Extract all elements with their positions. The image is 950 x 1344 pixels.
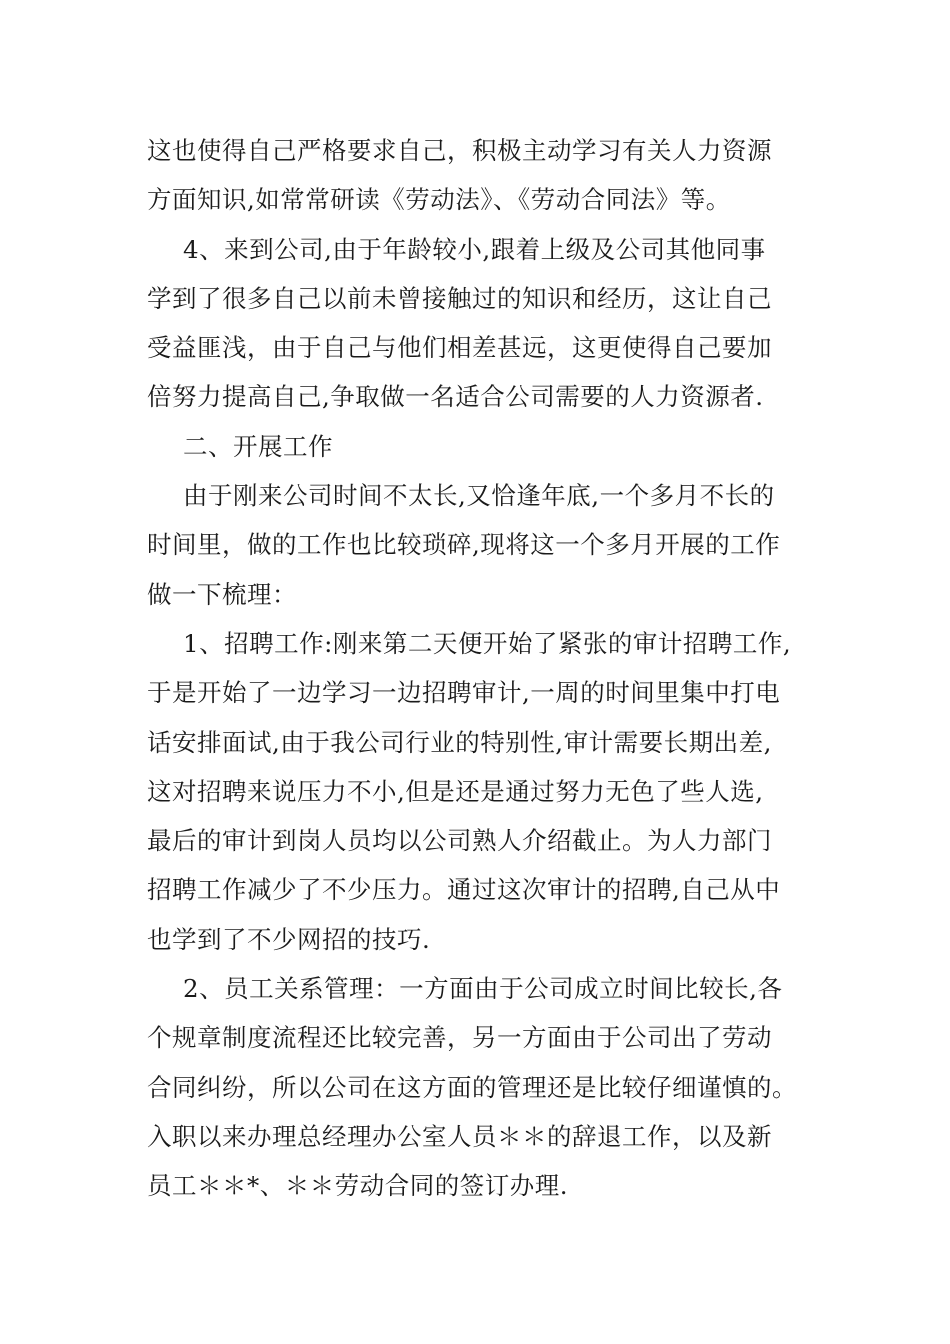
text-line: 做一下梳理： bbox=[147, 579, 297, 609]
text-line: 这对招聘来说压力不小,但是还是通过努力无色了些人选, bbox=[147, 776, 764, 806]
text-line: 招聘工作减少了不少压力。通过这次审计的招聘,自己从中 bbox=[147, 875, 781, 905]
body-text bbox=[147, 126, 807, 1211]
text-line: 于是开始了一边学习一边招聘审计,一周的时间里集中打电 bbox=[147, 678, 781, 708]
text-line: 最后的审计到岗人员均以公司熟人介绍截止。为人力部门 bbox=[147, 826, 772, 856]
text-line: 受益匪浅，由于自己与他们相差甚远，这更使得自己要加 bbox=[147, 333, 772, 363]
text-line: 时间里，做的工作也比较琐碎,现将这一个多月开展的工作 bbox=[147, 530, 781, 560]
text-line: 1、招聘工作:刚来第二天便开始了紧张的审计招聘工作, bbox=[183, 628, 792, 658]
text-line: 合同纠纷，所以公司在这方面的管理还是比较仔细谨慎的。 bbox=[147, 1072, 797, 1102]
text-line: 个规章制度流程还比较完善，另一方面由于公司出了劳动 bbox=[147, 1023, 772, 1053]
text-line: 2、员工关系管理：一方面由于公司成立时间比较长,各 bbox=[183, 974, 783, 1004]
text-line: 4、来到公司,由于年龄较小,跟着上级及公司其他同事 bbox=[183, 234, 766, 264]
text-line: 也学到了不少网招的技巧. bbox=[147, 924, 431, 954]
text-line: 方面知识,如常常研读《劳动法》、《劳动合同法》等。 bbox=[147, 185, 731, 215]
text-line: 学到了很多自己以前未曾接触过的知识和经历，这让自己 bbox=[147, 283, 772, 313]
text-line: 入职以来办理总经理办公室人员＊＊的辞退工作，以及新 bbox=[147, 1121, 772, 1151]
text-line: 员工＊＊*、＊＊劳动合同的签订办理. bbox=[147, 1171, 569, 1201]
text-line: 二、开展工作 bbox=[183, 431, 333, 461]
text-line: 话安排面试,由于我公司行业的特别性,审计需要长期出差, bbox=[147, 727, 772, 757]
text-line: 这也使得自己严格要求自己，积极主动学习有关人力资源 bbox=[147, 136, 772, 165]
text-line: 倍努力提高自己,争取做一名适合公司需要的人力资源者. bbox=[147, 382, 764, 412]
text-line: 由于刚来公司时间不太长,又恰逢年底,一个多月不长的 bbox=[183, 481, 775, 511]
